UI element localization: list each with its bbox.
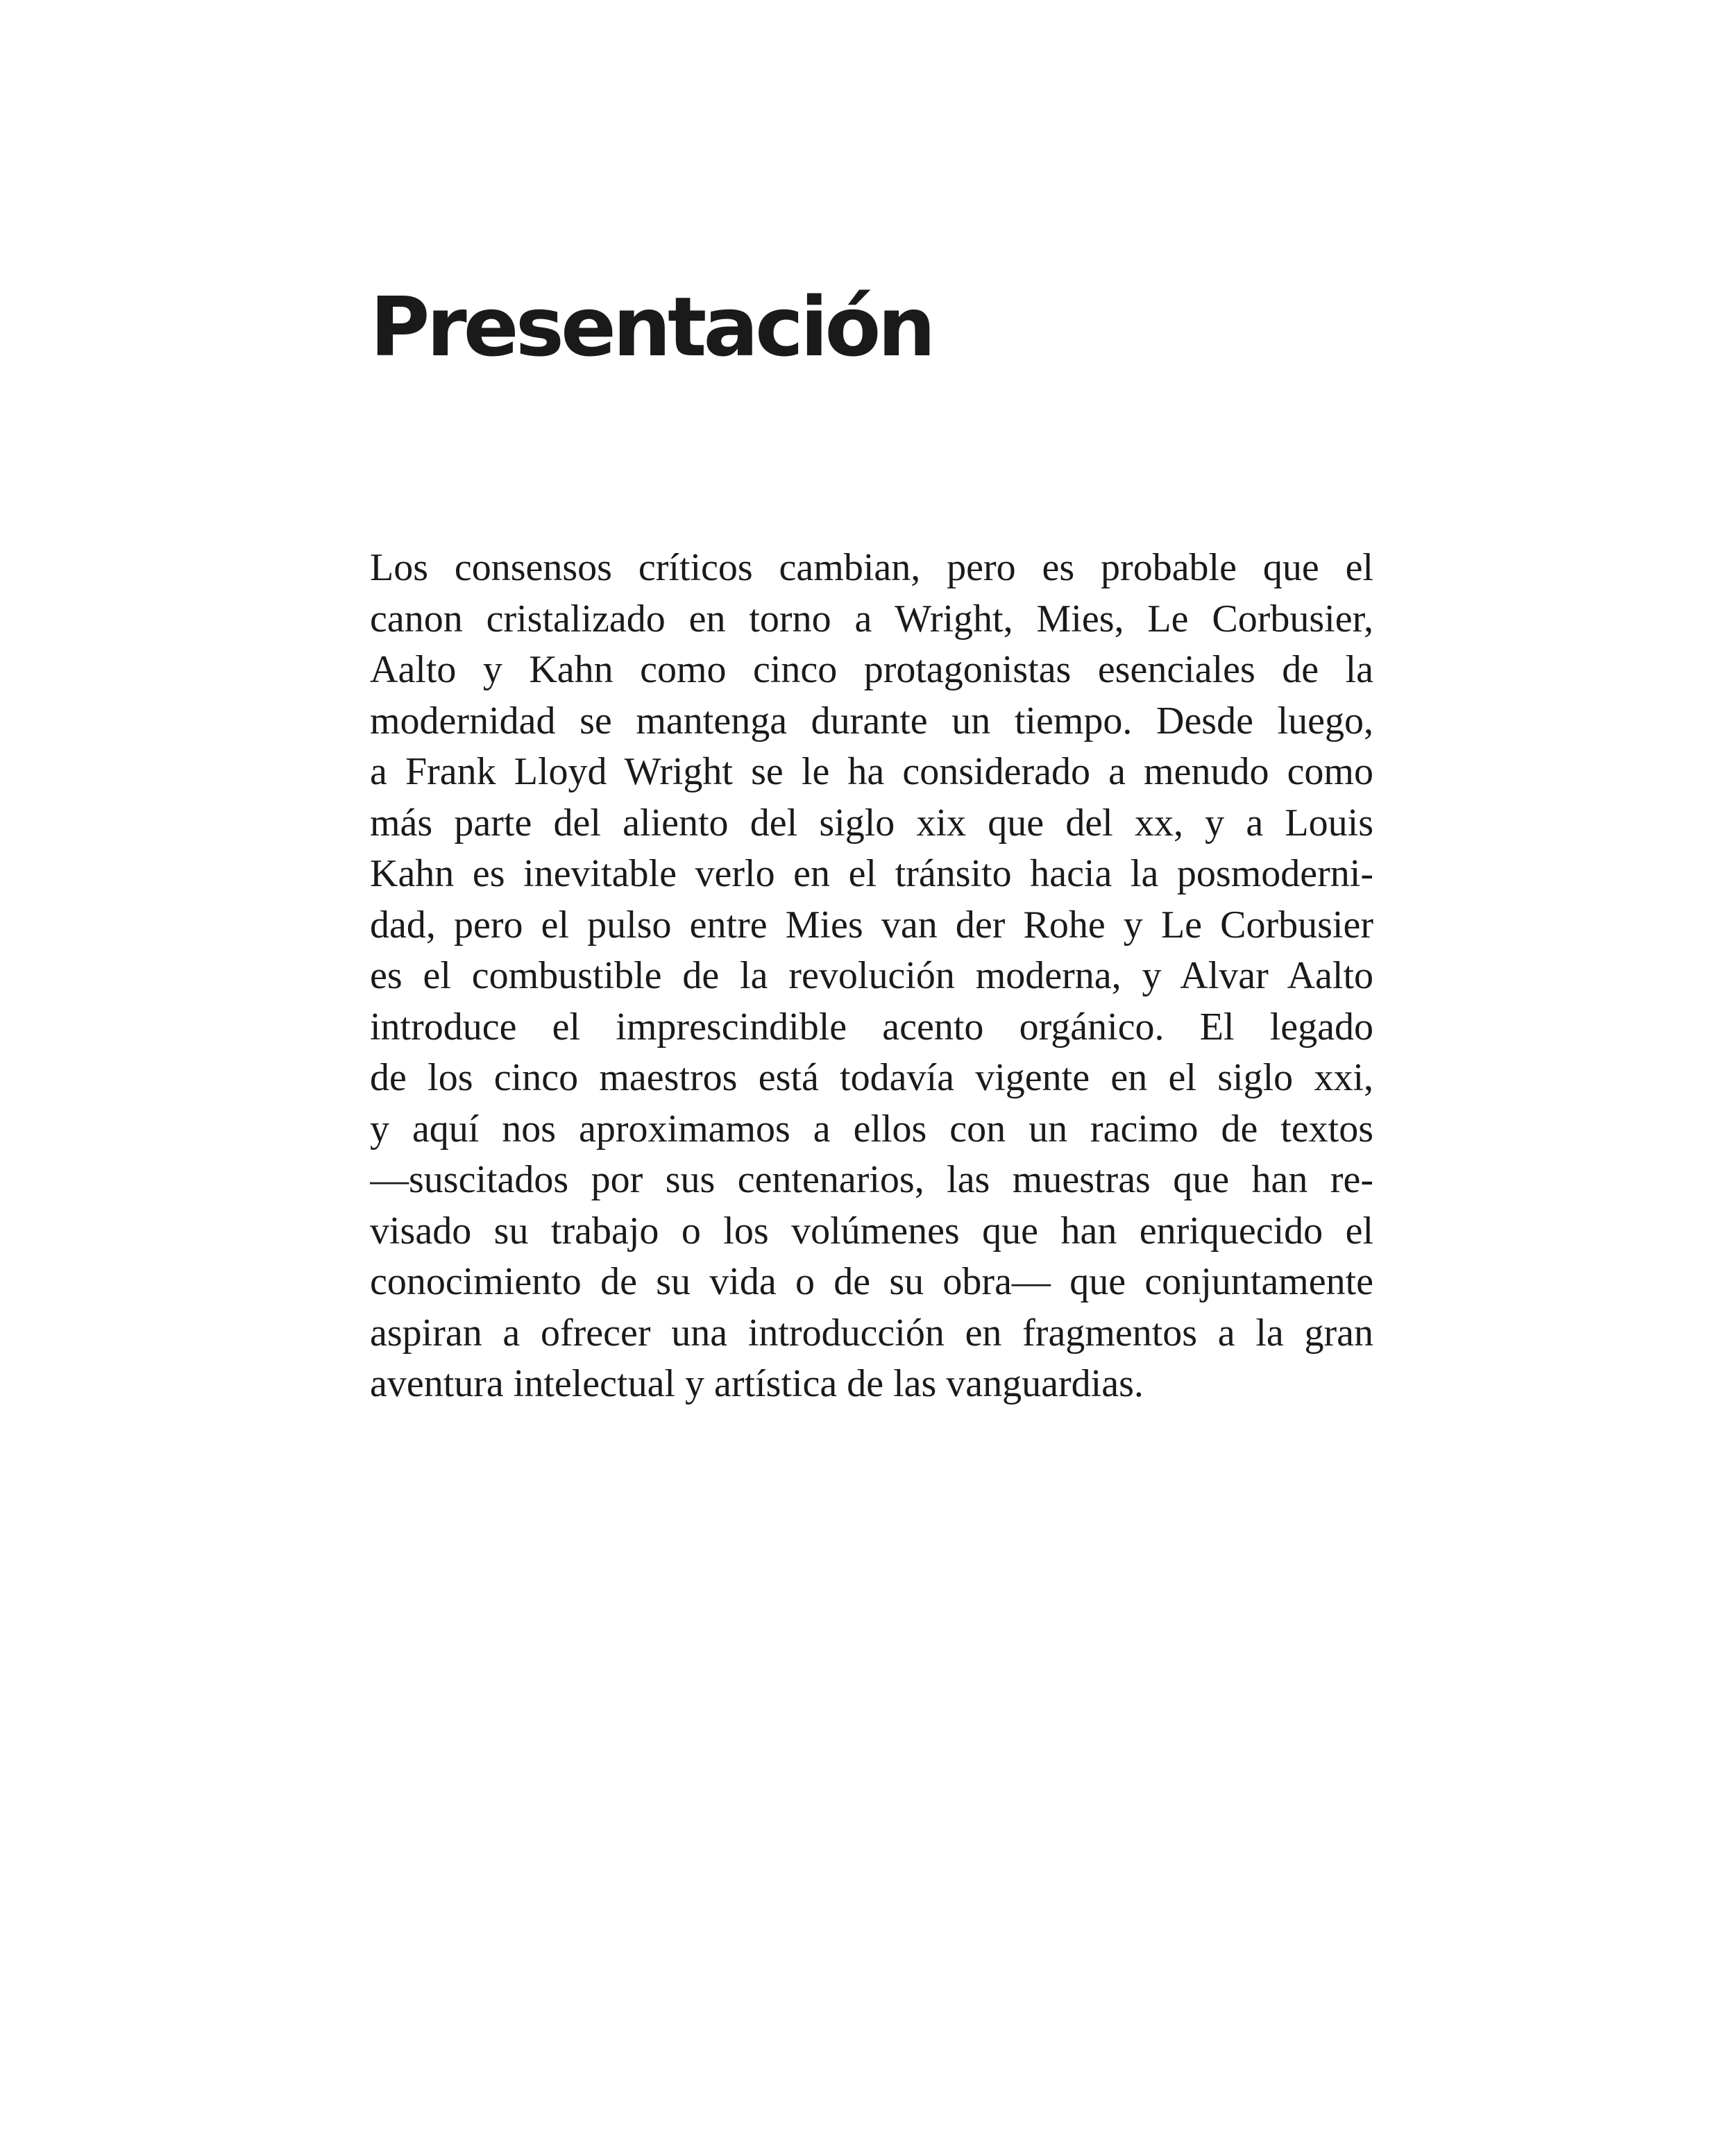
paragraph-line: a Frank Lloyd Wright se le ha considerado a menudo como	[370, 750, 1373, 793]
paragraph-line: modernidad se mantenga durante un tiempo. Desde luego,	[370, 699, 1373, 742]
paragraph-line: introduce el imprescindible acento orgánico. El legado	[370, 1005, 1373, 1049]
body-paragraph	[370, 543, 1373, 1410]
paragraph-line: dad, pero el pulso entre Mies van der Rohe y Le Corbusier	[370, 903, 1373, 947]
page-title: Presentación	[370, 279, 933, 375]
paragraph-line: de los cinco maestros está todavía vigente en el siglo xxi,	[370, 1056, 1373, 1099]
paragraph-line: y aquí nos aproximamos a ellos con un racimo de textos	[370, 1107, 1373, 1151]
paragraph-line: Aalto y Kahn como cinco protagonistas esenciales de la	[370, 648, 1373, 691]
paragraph-line: visado su trabajo o los volúmenes que han enriquecido el	[370, 1209, 1373, 1253]
paragraph-line: conocimiento de su vida o de su obra— que conjuntamente	[370, 1260, 1373, 1303]
paragraph-line: más parte del aliento del siglo xix que del xx, y a Louis	[370, 801, 1373, 844]
paragraph-line: Kahn es inevitable verlo en el tránsito hacia la posmoderni-	[370, 852, 1373, 895]
paragraph-line: Los consensos críticos cambian, pero es probable que el	[370, 546, 1373, 589]
paragraph-line: —suscitados por sus centenarios, las muestras que han re-	[370, 1158, 1373, 1201]
paragraph-line: canon cristalizado en torno a Wright, Mies, Le Corbusier,	[370, 597, 1373, 640]
paragraph-line: es el combustible de la revolución moderna, y Alvar Aalto	[370, 954, 1373, 997]
paragraph-line: aspiran a ofrecer una introducción en fragmentos a la gran	[370, 1311, 1373, 1355]
paragraph-line: aventura intelectual y artística de las vanguardias.	[370, 1362, 1144, 1405]
